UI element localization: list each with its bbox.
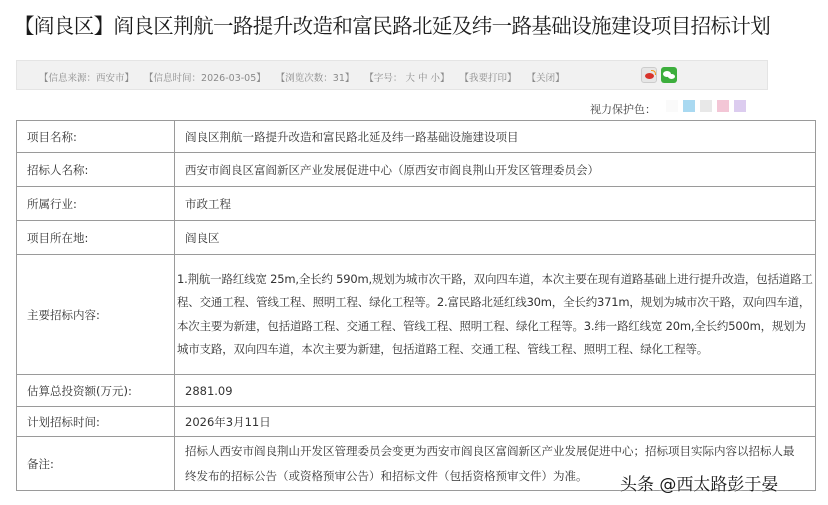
table-row bbox=[17, 407, 816, 437]
eye-protect-label: 视力保护色： bbox=[590, 103, 656, 116]
project-info-table bbox=[16, 120, 816, 491]
row-value: 市政工程 bbox=[175, 187, 816, 221]
page-title: 【阎良区】阎良区荆航一路提升改造和富民路北延及纬一路基础设施建设项目招标计划 bbox=[14, 14, 771, 38]
table-row bbox=[17, 187, 816, 221]
color-swatch[interactable] bbox=[717, 100, 729, 112]
info-time: 【信息时间：2026-03-05】 bbox=[144, 73, 266, 84]
color-swatch[interactable] bbox=[734, 100, 746, 112]
row-key: 备注: bbox=[17, 437, 175, 491]
info-source: 【信息来源：西安市】 bbox=[39, 73, 135, 84]
row-key: 估算总投资额(万元): bbox=[17, 375, 175, 407]
table-row bbox=[17, 153, 816, 187]
row-key: 主要招标内容: bbox=[17, 255, 175, 375]
row-value: 2881.09 bbox=[175, 375, 816, 407]
row-value: 1.荆航一路红线宽 25m,全长约 590m,规划为城市次干路，双向四车道，本次主要在现有道路基础上进行提升改造，包括道路工程、交通工程、管线工程、照明工程、绿化工程等。2.富民路北延红线30m，全长约371m，规划为城市次干路，双向四车道，本次主要为新建，包括道路工程、交通工程、管线工程、照明工程、绿化工程等。3.纬一路红线宽 20m,全长约500m，规划为城市支路，双向四车道，本次主要为新建，包括道路工程、交通工程、管线工程、照明工程、绿化工程等。 bbox=[175, 255, 816, 375]
row-value: 阎良区 bbox=[175, 221, 816, 255]
watermark: 头条 @西太路彭于晏 bbox=[620, 475, 779, 495]
weibo-icon[interactable] bbox=[641, 67, 657, 83]
row-value: 招标人西安市阎良荆山开发区管理委员会变更为西安市阎良区富阎新区产业发展促进中心；招标项目实际内容以招标人最终发布的招标公告（或资格预审公告）和招标文件（包括资格预审文件）为准。 bbox=[175, 437, 816, 491]
table-row bbox=[17, 221, 816, 255]
row-value: 西安市阎良区富阎新区产业发展促进中心（原西安市阎良荆山开发区管理委员会） bbox=[175, 153, 816, 187]
color-swatch[interactable] bbox=[700, 100, 712, 112]
row-key: 招标人名称: bbox=[17, 153, 175, 187]
color-swatch[interactable] bbox=[666, 100, 678, 112]
row-key: 所属行业: bbox=[17, 187, 175, 221]
row-value: 2026年3月11日 bbox=[175, 407, 816, 437]
row-key: 项目所在地: bbox=[17, 221, 175, 255]
font-size-switch[interactable]: 【字号： 大 中 小】 bbox=[364, 73, 450, 84]
color-swatch[interactable] bbox=[683, 100, 695, 112]
view-count: 【浏览次数：31】 bbox=[275, 73, 355, 84]
meta-line bbox=[39, 70, 572, 84]
close-link[interactable]: 【关闭】 bbox=[526, 73, 565, 84]
row-value: 阎良区荆航一路提升改造和富民路北延及纬一路基础设施建设项目 bbox=[175, 121, 816, 153]
info-bar bbox=[16, 60, 768, 90]
print-link[interactable]: 【我要打印】 bbox=[459, 73, 517, 84]
row-key: 计划招标时间: bbox=[17, 407, 175, 437]
wechat-icon[interactable] bbox=[661, 67, 677, 83]
table-row bbox=[17, 121, 816, 153]
table-row bbox=[17, 375, 816, 407]
table-row bbox=[17, 255, 816, 375]
row-key: 项目名称: bbox=[17, 121, 175, 153]
